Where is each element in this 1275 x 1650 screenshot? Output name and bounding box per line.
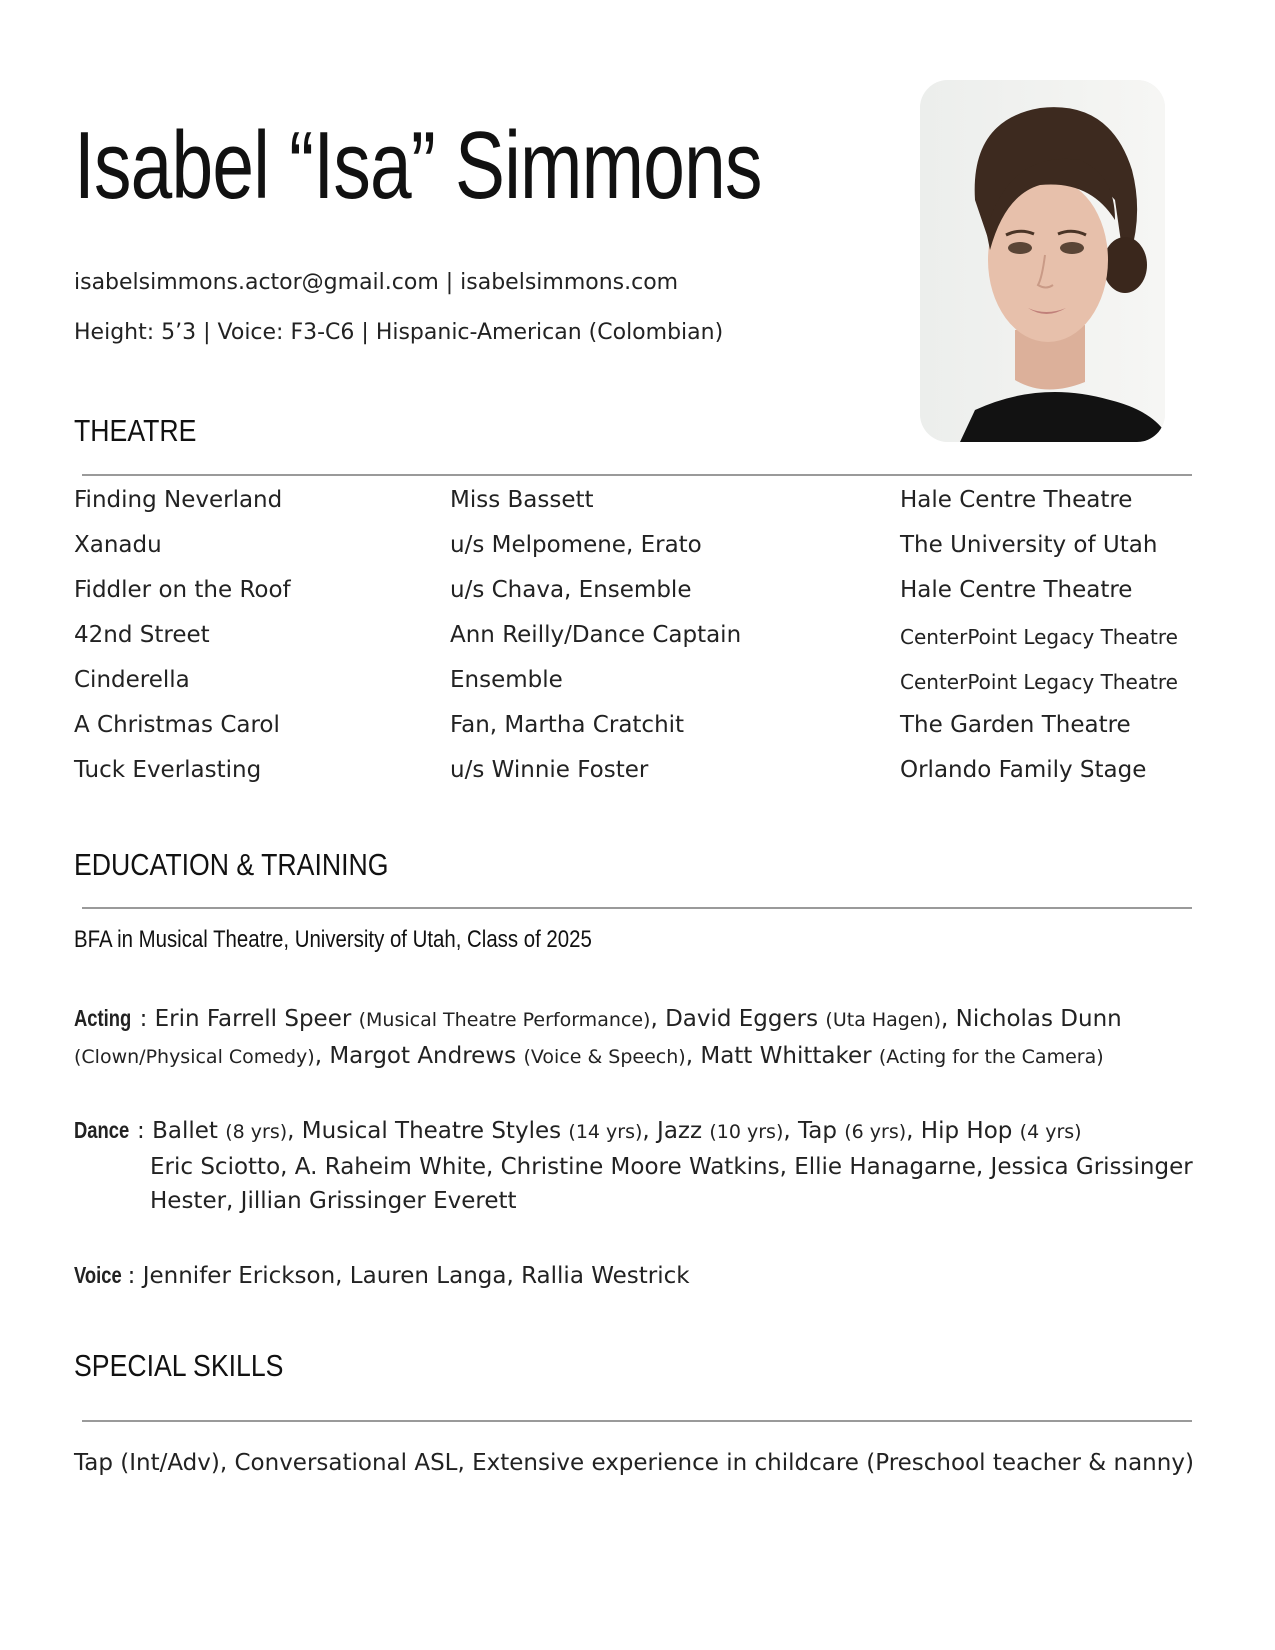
teacher-note: (Clown/Physical Comedy) <box>74 1046 315 1068</box>
section-title-theatre: THEATRE <box>74 413 197 448</box>
teacher-note: (Uta Hagen) <box>825 1009 942 1031</box>
section-title-skills: SPECIAL SKILLS <box>74 1348 284 1383</box>
role: u/s Winnie Foster <box>450 757 649 783</box>
section-divider <box>82 907 1192 909</box>
role: Miss Bassett <box>450 487 594 513</box>
style-name: Jazz <box>657 1118 703 1144</box>
credit-row <box>74 577 1204 613</box>
headshot-photo <box>920 80 1165 442</box>
dance-training: Dance : Ballet (8 yrs), Musical Theatre Styles (14 yrs), Jazz (10 yrs), Tap (6 yrs), Hip Hop (4 yrs) Eric Sciotto, A. Raheim White, Christine Moore Watkins, Ellie Hanagarne, Jessica Grissinger Hester, Jillian Grissinger Everett <box>74 1112 1194 1218</box>
stats-line: Height: 5’3 | Voice: F3-C6 | Hispanic-American (Colombian) <box>74 320 724 345</box>
style-years: (8 yrs) <box>225 1121 288 1143</box>
venue: The University of Utah <box>900 532 1158 558</box>
credit-row <box>74 622 1204 658</box>
role: Ensemble <box>450 667 563 693</box>
voice-training: Voice : Jennifer Erickson, Lauren Langa, Rallia Westrick <box>74 1257 1194 1294</box>
show-title: Finding Neverland <box>74 487 283 513</box>
show-title: A Christmas Carol <box>74 712 280 738</box>
show-title: Tuck Everlasting <box>74 757 262 783</box>
teacher-name: David Eggers <box>665 1006 819 1032</box>
style-years: (6 yrs) <box>844 1121 907 1143</box>
voice-teachers: Jennifer Erickson, Lauren Langa, Rallia Westrick <box>142 1263 690 1289</box>
dance-label: Dance <box>74 1117 130 1143</box>
credit-row <box>74 532 1204 568</box>
acting-label: Acting <box>74 1005 132 1031</box>
venue: Orlando Family Stage <box>900 757 1147 783</box>
style-years: (10 yrs) <box>709 1121 784 1143</box>
teacher-name: Nicholas Dunn <box>955 1006 1122 1032</box>
special-skills: Tap (Int/Adv), Conversational ASL, Extensive experience in childcare (Preschool teacher & nanny) <box>74 1450 1194 1476</box>
section-divider <box>82 474 1192 476</box>
venue: Hale Centre Theatre <box>900 487 1133 513</box>
venue: CenterPoint Legacy Theatre <box>900 625 1178 649</box>
show-title: Cinderella <box>74 667 190 693</box>
role: u/s Melpomene, Erato <box>450 532 702 558</box>
show-title: Xanadu <box>74 532 162 558</box>
venue: The Garden Theatre <box>900 712 1131 738</box>
credit-row <box>74 667 1204 703</box>
credit-row <box>74 712 1204 748</box>
contact-line: isabelsimmons.actor@gmail.com | isabelsimmons.com <box>74 270 679 295</box>
teacher-note: (Musical Theatre Performance) <box>358 1009 651 1031</box>
voice-label: Voice <box>74 1262 122 1288</box>
teacher-note: (Acting for the Camera) <box>878 1046 1104 1068</box>
style-years: (4 yrs) <box>1019 1121 1082 1143</box>
role: Ann Reilly/Dance Captain <box>450 622 742 648</box>
show-title: Fiddler on the Roof <box>74 577 291 603</box>
show-title: 42nd Street <box>74 622 210 648</box>
style-years: (14 yrs) <box>568 1121 643 1143</box>
style-name: Tap <box>798 1118 837 1144</box>
venue: Hale Centre Theatre <box>900 577 1133 603</box>
degree-line: BFA in Musical Theatre, University of Utah, Class of 2025 <box>74 926 592 953</box>
dance-teachers: Eric Sciotto, A. Raheim White, Christine Moore Watkins, Ellie Hanagarne, Jessica Grissinger Hester, Jillian Grissinger Everett <box>150 1154 1193 1214</box>
role: Fan, Martha Cratchit <box>450 712 685 738</box>
style-name: Musical Theatre Styles <box>301 1118 562 1144</box>
teacher-name: Margot Andrews <box>329 1043 517 1069</box>
actor-name: Isabel “Isa” Simmons <box>74 112 762 219</box>
acting-training: Acting : Erin Farrell Speer (Musical Theatre Performance), David Eggers (Uta Hagen), Nicholas Dunn (Clown/Physical Comedy), Margot Andrews (Voice & Speech), Matt Whittaker (Acting for the Camera) <box>74 1000 1194 1075</box>
credit-row <box>74 487 1204 523</box>
venue: CenterPoint Legacy Theatre <box>900 670 1178 694</box>
headshot-image <box>920 80 1165 442</box>
teacher-note: (Voice & Speech) <box>523 1046 686 1068</box>
teacher-name: Matt Whittaker <box>700 1043 872 1069</box>
role: u/s Chava, Ensemble <box>450 577 692 603</box>
style-name: Ballet <box>152 1118 218 1144</box>
teacher-name: Erin Farrell Speer <box>154 1006 352 1032</box>
credit-row <box>74 757 1204 793</box>
section-title-education: EDUCATION & TRAINING <box>74 847 389 882</box>
style-name: Hip Hop <box>920 1118 1013 1144</box>
section-divider <box>82 1420 1192 1422</box>
